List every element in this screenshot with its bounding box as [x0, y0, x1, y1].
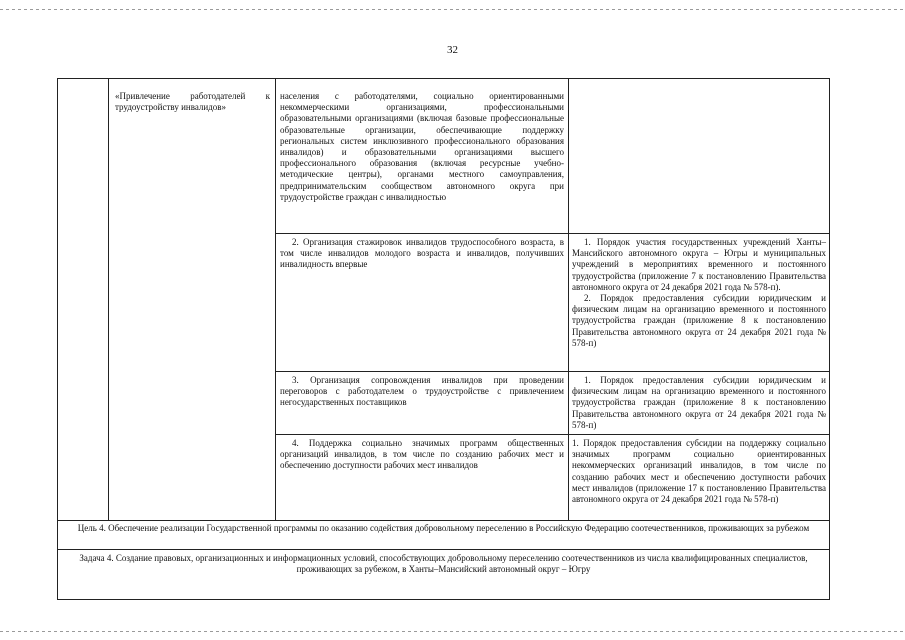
row2-document-2: 2. Порядок предоставления субсидии юридическим и физическим лицам на организацию временного и постоянного трудоустройства граждан (приложение 8 к постановлению Правительства автономного округа от 24 декабря 2021 года № 578-п)	[572, 293, 826, 348]
row2-measure-cell	[280, 237, 564, 271]
column-divider-3	[568, 79, 569, 520]
row-divider-1	[275, 233, 829, 234]
goal-4-cell	[62, 523, 825, 534]
row4-documents-cell	[572, 438, 826, 505]
row-divider-2	[275, 371, 829, 372]
program-table	[57, 78, 830, 600]
row2-documents-cell	[572, 237, 826, 349]
row4-document-1: 1. Порядок предоставления субсидии на поддержку социально значимых программ социально ориентированных некоммерческих организаций инвалидов, в том числе по созданию рабочих мест и обеспечению доступности рабочих мест инвалидов (приложение 17 к постановлению Правительства автономного округа от 24 декабря 2021 года № 578-п)	[572, 438, 826, 505]
task-divider	[58, 549, 829, 550]
task-4-text: Задача 4. Создание правовых, организационных и информационных условий, способствующих добровольному переселению соотечественников из числа квалифицированных специалистов, проживающих за рубежом, в Ханты–Мансийский автономный округ – Югру	[79, 553, 808, 575]
row3-documents-cell	[572, 375, 826, 431]
scan-edge-top	[0, 9, 905, 10]
goal-divider	[58, 520, 829, 521]
task-4-cell	[62, 553, 825, 575]
column-divider-2	[275, 79, 276, 520]
row2-measure: 2. Организация стажировок инвалидов трудоспособного возраста, в том числе инвалидов молодого возраста и инвалидов, получивших инвалидность впервые	[280, 237, 564, 270]
program-name: «Привлечение работодателей к трудоустройству инвалидов»	[115, 91, 270, 113]
row4-measure: 4. Поддержка социально значимых программ общественных организаций инвалидов, в том числе по созданию рабочих мест и обеспечению доступности рабочих мест инвалидов	[280, 438, 564, 471]
row-divider-3	[275, 434, 829, 435]
row1-measure-cell	[280, 91, 564, 203]
row1-measure: населения с работодателями, социально ориентированными некоммерческими организациями, профессиональными образовательными организациями (включая базовые профессиональные образовательные организации, обеспечивающие поддержку региональных систем инклюзивного профессионального образования инвалидов) и образовательными организациями высшего профессионального образования (включая ресурсные учебно-методические центры), органами местного самоуправления, предпринимательским сообществом автономного округа при трудоустройстве граждан с инвалидностью	[280, 91, 564, 202]
row4-measure-cell	[280, 438, 564, 472]
page-number: 32	[447, 44, 458, 56]
program-name-cell	[115, 91, 270, 113]
scan-edge-bottom	[0, 631, 905, 632]
row2-document-1: 1. Порядок участия государственных учреждений Ханты–Мансийского автономного округа – Югры и муниципальных учреждений в мероприятиях временного и постоянного трудоустройства (приложение 7 к постановлению Правительства автономного округа от 24 декабря 2021 года № 578-п).	[572, 237, 826, 292]
column-divider-1	[108, 79, 109, 520]
goal-4-text: Цель 4. Обеспечение реализации Государственной программы по оказанию содействия добровольному переселению в Российскую Федерацию соотечественников, проживающих за рубежом	[77, 523, 810, 533]
row3-document-1: 1. Порядок предоставления субсидии юридическим и физическим лицам на организацию временного и постоянного трудоустройства граждан (приложение 8 к постановлению Правительства автономного округа от 24 декабря 2021 года № 578-п)	[572, 375, 826, 430]
row3-measure-cell	[280, 375, 564, 409]
row3-measure: 3. Организация сопровождения инвалидов при проведении переговоров с работодателем о трудоустройстве с привлечением негосударственных поставщиков	[280, 375, 564, 408]
